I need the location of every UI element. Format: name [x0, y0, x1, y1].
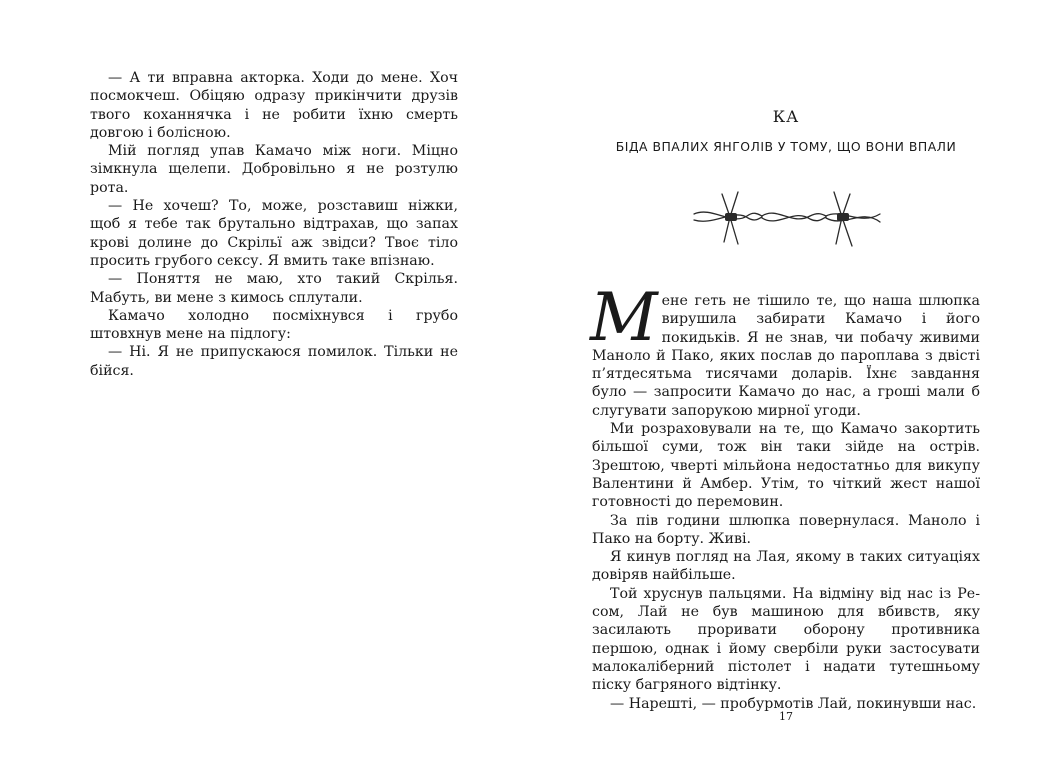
paragraph-first-text: ене геть не тішило те, що наша шлюпка вирушила забирати Камачо і його покидьків. Я не знав, чи побачу живими Маноло й Пако, яких послав до пароплава з двісті п’ятдесятьма тисячами доларів. Їхнє завдання було — запросити Камачо до нас, а гроші мали б слугувати запорукою мирної угоди. [592, 293, 980, 419]
page-number: 17 [779, 710, 793, 723]
paragraph-first [590, 279, 980, 420]
drop-cap: М [590, 279, 658, 356]
chapter-title: БІДА ВПАЛИХ ЯНГОЛІВ У ТОМУ, ЩО ВОНИ ВПАЛИ [615, 139, 957, 154]
paragraph: Мій погляд упав Камачо між ноги. Міцно зімкнула щелепи. Добровільно я не розтулю рота. [90, 143, 458, 196]
right-page [592, 0, 980, 761]
barbed-wire-ornament-icon [692, 186, 882, 250]
paragraph: Той хруснув пальцями. На відміну від нас із Ресом, Лай не був машиною для вбивств, яку засилають проривати оборону противника першою, однак і йому свербіли руки застосувати малокаліберний пістолет і надати тутешньому піску багряного відтінку. [592, 585, 980, 694]
right-page-text [590, 279, 980, 713]
paragraph: — Ні. Я не припускаюся помилок. Тільки не бійся. [90, 344, 458, 379]
paragraph: Камачо холодно посміхнувся і грубо штовхнув мене на підлогу: [90, 307, 458, 343]
paragraph: — Поняття не маю, хто такий Скрілья. Мабуть, ви мене з кимось сплутали. [90, 271, 458, 306]
paragraph: За пів години шлюпка повернулася. Маноло і Пако на борту. Живі. [592, 512, 980, 547]
paragraph: — Не хочеш? То, може, розставиш ніжки, щоб я тебе так брутально відтрахав, що запах крові долине до Скрільї аж звідси? Твоє тіло просить грубого сексу. Я вмить таке впізнаю. [90, 198, 458, 269]
paragraph: — А ти вправна акторка. Ходи до мене. Хоч посмокчеш. Обіцяю одразу прикінчити друзів твого коханнячка і не робити їхню смерть довгою і болісною. [90, 70, 458, 141]
chapter-number: КА [772, 107, 800, 126]
paragraph: — Нарешті, — пробурмотів Лай, покинувши нас. [610, 695, 977, 712]
left-page [90, 0, 458, 761]
left-page-text [90, 69, 458, 380]
paragraph: Я кинув погляд на Лая, якому в таких ситуаціях довіряв найбільше. [592, 549, 980, 584]
paragraph: Ми розраховували на те, що Камачо закортить більшої суми, тож він таки зійде на острів. Зрештою, чверті мільйона недостатньо для викупу Валентини й Амбер. Утім, то чіткий жест нашої готовності до перемовин. [592, 421, 980, 511]
